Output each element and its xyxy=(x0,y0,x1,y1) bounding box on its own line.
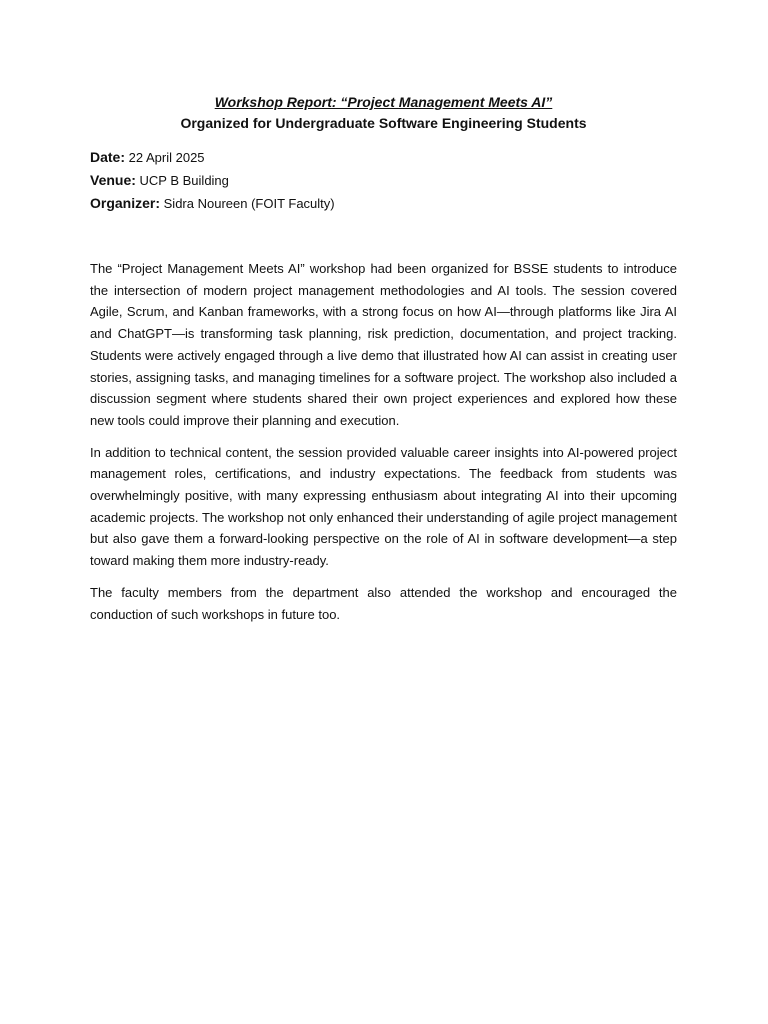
paragraph-overview: The “Project Management Meets AI” workshop had been organized for BSSE students to introduce the intersection of modern project management methodologies and AI tools. The session covered Agile, Scrum, and Kanban frameworks, with a strong focus on how AI—through platforms like Jira AI and ChatGPT—is transforming task planning, risk prediction, documentation, and project tracking. Students were actively engaged through a live demo that illustrated how AI can assist in creating user stories, assigning tasks, and managing timelines for a software project. The workshop also included a discussion segment where students shared their own project experiences and explored how these new tools could improve their planning and execution. xyxy=(90,261,677,428)
meta-date xyxy=(90,146,677,169)
meta-organizer-value: Sidra Noureen (FOIT Faculty) xyxy=(163,196,335,211)
meta-venue-label: Venue: xyxy=(90,172,136,188)
document-subtitle: Organized for Undergraduate Software Engineering Students xyxy=(180,115,587,131)
meta-venue-value: UCP B Building xyxy=(139,173,229,188)
meta-date-value: 22 April 2025 xyxy=(128,150,205,165)
document-body xyxy=(90,258,677,625)
paragraph-faculty: The faculty members from the department also attended the workshop and encouraged the conduction of such workshops in future too. xyxy=(90,584,677,622)
paragraph-career-insights: In addition to technical content, the session provided valuable career insights into AI-powered project management roles, certifications, and industry expectations. The feedback from students was overwhelmingly positive, with many expressing enthusiasm about integrating AI into their upcoming academic projects. The workshop not only enhanced their understanding of agile project management but also gave them a forward-looking perspective on the role of AI in software development—a step toward making them more industry-ready. xyxy=(90,444,677,569)
meta-organizer xyxy=(90,192,677,215)
document-content xyxy=(90,92,677,635)
meta-date-label: Date: xyxy=(90,149,126,165)
meta-venue xyxy=(90,169,677,192)
document-title: Workshop Report: “Project Management Meets AI” xyxy=(214,94,553,110)
meta-block xyxy=(90,146,677,215)
meta-organizer-label: Organizer: xyxy=(90,195,161,211)
